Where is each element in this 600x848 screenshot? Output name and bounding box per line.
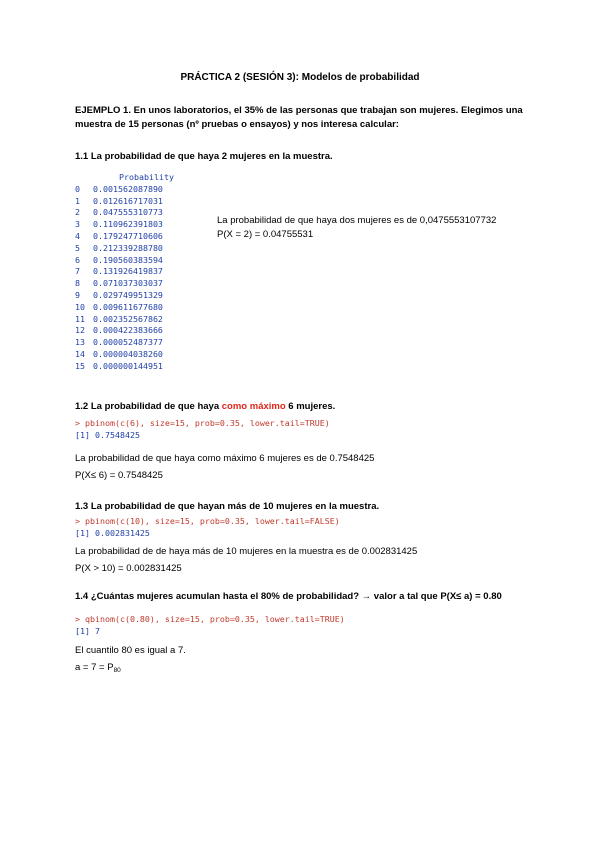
table-row bbox=[75, 290, 174, 302]
q3-answer bbox=[75, 545, 417, 576]
table-row bbox=[75, 207, 174, 219]
row-index: 1 bbox=[75, 195, 80, 206]
table-row bbox=[75, 255, 174, 267]
table-row bbox=[75, 302, 174, 314]
table-row bbox=[75, 349, 174, 361]
q1-answer bbox=[217, 214, 496, 242]
q4-heading bbox=[75, 590, 502, 604]
row-probability: 0.212339288780 bbox=[93, 242, 163, 253]
q2-code: > pbinom(c(6), size=15, prob=0.35, lower.tail=TRUE) bbox=[75, 418, 330, 428]
q4-output: [1] 7 bbox=[75, 626, 100, 636]
table-body bbox=[75, 184, 174, 373]
example-intro bbox=[75, 104, 535, 132]
table-row bbox=[75, 196, 174, 208]
arrow-icon: → bbox=[361, 591, 372, 602]
q3-answer-line-2: P(X > 10) = 0.002831425 bbox=[75, 563, 182, 574]
table-row bbox=[75, 314, 174, 326]
row-probability: 0.071037303037 bbox=[93, 278, 163, 289]
example-sample-size: 15 personas bbox=[128, 119, 184, 130]
table-row bbox=[75, 219, 174, 231]
row-probability: 0.000422383666 bbox=[93, 325, 163, 336]
title-session: PRÁCTICA 2 (SESIÓN 3) bbox=[180, 72, 296, 83]
q2-heading-text-2: 6 mujeres. bbox=[285, 401, 336, 412]
table-header: Probability bbox=[119, 172, 174, 182]
example-percent: 35% bbox=[244, 105, 264, 116]
q4-heading-text-1: 1.4 ¿Cuántas mujeres acumulan hasta el 80% de probabilidad? bbox=[75, 591, 362, 602]
q2-answer bbox=[75, 452, 374, 483]
row-index: 8 bbox=[75, 278, 80, 289]
table-row bbox=[75, 266, 174, 278]
example-text-4: (nº pruebas o ensayos) y nos interesa calcular: bbox=[183, 119, 399, 130]
q3-code: > pbinom(c(10), size=15, prob=0.35, lower.tail=FALSE) bbox=[75, 516, 340, 526]
row-probability: 0.131926419837 bbox=[93, 266, 163, 277]
example-label: EJEMPLO 1. bbox=[75, 105, 131, 116]
table-row bbox=[75, 184, 174, 196]
q1-answer-line-1: La probabilidad de que haya dos mujeres es de 0,0475553107732 bbox=[217, 215, 497, 226]
row-probability: 0.001562087890 bbox=[93, 183, 163, 194]
row-index: 12 bbox=[75, 325, 85, 336]
row-probability: 0.179247710606 bbox=[93, 230, 163, 241]
probability-table bbox=[75, 172, 174, 373]
row-index: 2 bbox=[75, 207, 80, 218]
table-row bbox=[75, 361, 174, 373]
page-title bbox=[0, 72, 600, 83]
q4-answer-line-1: El cuantilo 80 es igual a 7. bbox=[75, 645, 186, 656]
q4-code: > qbinom(c(0.80), size=15, prob=0.35, lower.tail=TRUE) bbox=[75, 614, 345, 624]
row-index: 10 bbox=[75, 301, 85, 312]
q1-answer-line-2: P(X = 2) = 0.04755531 bbox=[217, 229, 314, 240]
example-text-1: En unos laboratorios, el bbox=[130, 105, 245, 116]
row-probability: 0.002352567862 bbox=[93, 313, 163, 324]
q2-answer-line-1: La probabilidad de que haya como máximo 6 mujeres es de 0.7548425 bbox=[75, 453, 375, 464]
table-row bbox=[75, 231, 174, 243]
row-probability: 0.012616717031 bbox=[93, 195, 163, 206]
example-line-2 bbox=[75, 118, 535, 132]
table-row bbox=[75, 243, 174, 255]
title-topic: : Modelos de probabilidad bbox=[295, 72, 420, 83]
row-probability: 0.029749951329 bbox=[93, 289, 163, 300]
table-row bbox=[75, 337, 174, 349]
row-probability: 0.000000144951 bbox=[93, 360, 163, 371]
row-index: 15 bbox=[75, 360, 85, 371]
q3-answer-line-1: La probabilidad de de haya más de 10 mujeres en la muestra es de 0.002831425 bbox=[75, 546, 418, 557]
row-index: 4 bbox=[75, 230, 80, 241]
q4-answer-subscript: 80 bbox=[113, 667, 121, 674]
example-line-1 bbox=[75, 104, 535, 118]
row-probability: 0.110962391803 bbox=[93, 219, 163, 230]
row-index: 7 bbox=[75, 266, 80, 277]
q3-heading: 1.3 La probabilidad de que hayan más de 10 mujeres en la muestra. bbox=[75, 501, 380, 512]
row-index: 6 bbox=[75, 254, 80, 265]
row-probability: 0.000052487377 bbox=[93, 337, 163, 348]
q4-heading-text-2: valor a tal que P(X≤ a) = 0.80 bbox=[371, 591, 502, 602]
row-index: 5 bbox=[75, 242, 80, 253]
row-index: 3 bbox=[75, 219, 80, 230]
row-index: 9 bbox=[75, 289, 80, 300]
example-text-3: muestra de bbox=[75, 119, 129, 130]
q1-heading: 1.1 La probabilidad de que haya 2 mujeres en la muestra. bbox=[75, 151, 333, 162]
q2-output: [1] 0.7548425 bbox=[75, 430, 140, 440]
q2-answer-line-2: P(X≤ 6) = 0.7548425 bbox=[75, 470, 163, 481]
row-probability: 0.047555310773 bbox=[93, 207, 163, 218]
row-probability: 0.190560383594 bbox=[93, 254, 163, 265]
table-row bbox=[75, 325, 174, 337]
q2-heading-highlight: como máximo bbox=[221, 401, 286, 412]
row-index: 0 bbox=[75, 183, 80, 194]
q4-answer-line-2 bbox=[75, 661, 186, 678]
row-probability: 0.000004038260 bbox=[93, 348, 163, 359]
table-row bbox=[75, 278, 174, 290]
q2-heading-text-1: 1.2 La probabilidad de que haya bbox=[75, 401, 222, 412]
example-text-2: de las personas que trabajan son mujeres. Elegimos una bbox=[263, 105, 523, 116]
q4-answer-main: a = 7 = P bbox=[75, 662, 114, 673]
q2-heading bbox=[75, 400, 335, 414]
row-index: 14 bbox=[75, 348, 85, 359]
row-index: 11 bbox=[75, 313, 85, 324]
row-probability: 0.009611677680 bbox=[93, 301, 163, 312]
row-index: 13 bbox=[75, 337, 85, 348]
q3-output: [1] 0.002831425 bbox=[75, 528, 150, 538]
q4-answer bbox=[75, 644, 186, 678]
